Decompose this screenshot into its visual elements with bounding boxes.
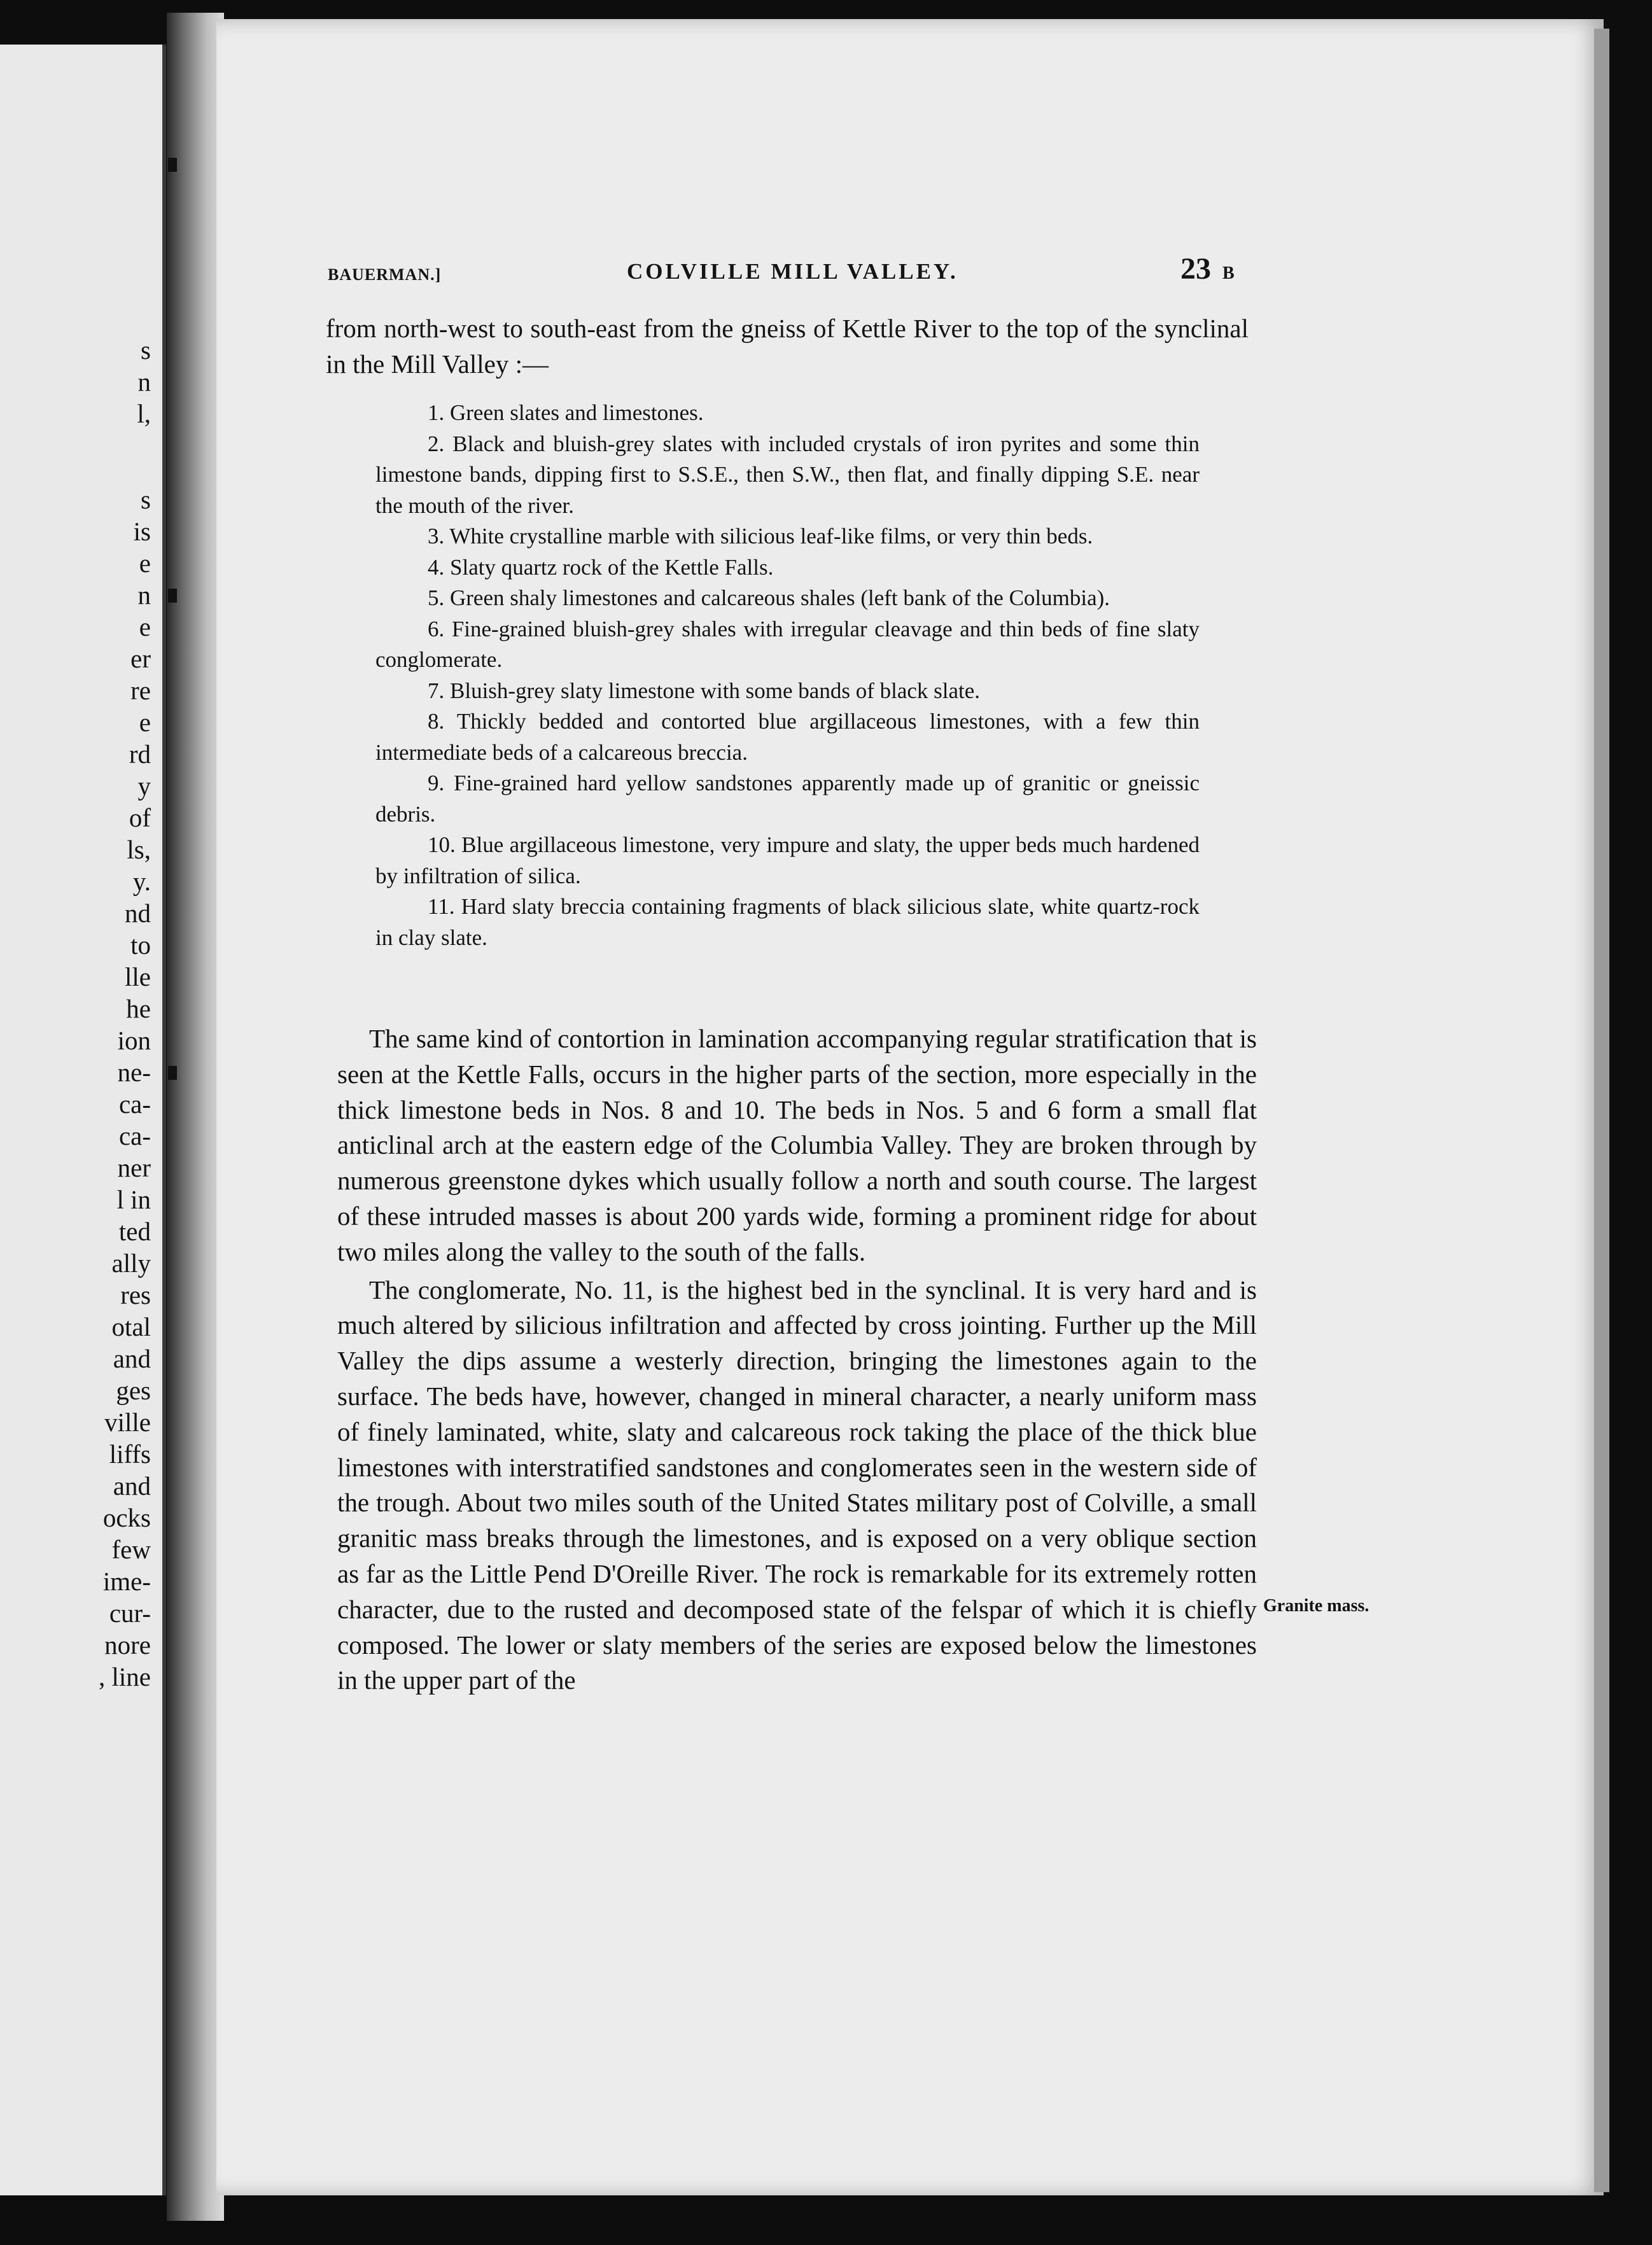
list-item: 5. Green shaly limestones and calcareous shales (left bank of the Columbia). [428,585,1110,610]
fragment-line: ocks [102,1503,151,1532]
fragment-line: s [141,485,151,514]
list-item: 6. Fine-grained bluish-grey shales with irregular cleavage and thin beds of fine slaty conglomerate. [375,616,1200,672]
list-item: 11. Hard slaty breccia containing fragments of black silicious slate, white quartz-rock in clay slate. [375,894,1200,950]
list-item: 1. Green slates and limestones. [428,400,704,425]
fragment-line: ner [117,1153,151,1182]
binding-mark [168,158,177,172]
fragment-line: nd [125,899,151,928]
fragment-line: n [137,580,151,610]
fragment-line: cur- [109,1598,151,1628]
page-number: 23 [1180,252,1211,286]
header-author: BAUERMAN.] [328,265,442,284]
fragment-line: e [139,549,151,578]
fragment-line: l, [137,399,151,428]
fragment-line: ges [116,1376,151,1405]
binding-mark [168,1066,177,1080]
header-page-number [1180,251,1235,286]
fragment-line: of [129,803,151,832]
facing-page-fragment [0,45,166,2195]
paragraph: The same kind of contortion in lamination accompanying regular stratification that is seen at the Kettle Falls, occurs in the higher parts of the section, more especially in the thick limestone beds in Nos. 8 and 10. The beds in Nos. 5 and 6 form a small flat anticlinal arch at the eastern edge of the Columbia Valley. They are broken through by numerous greenstone dykes which usually follow a north and south course. The largest of these intruded masses is about 200 yards wide, forming a prominent ridge for about two miles along the valley to the south of the falls. [337,1024,1257,1266]
fragment-line: er [130,644,151,673]
fragment-line: ally [111,1248,151,1278]
fragment-line: he [126,994,151,1023]
list-item: 8. Thickly bedded and contorted blue argillaceous limestones, with a few thin intermediate beds of a calcareous breccia. [375,709,1200,765]
fragment-line: ca- [118,1121,151,1150]
paragraph: The conglomerate, No. 11, is the highest bed in the synclinal. It is very hard and is much altered by silicious infiltration and affected by cross jointing. Further up the Mill Valley the dips assume a westerly direction, bringing the limestones again to the surface. The beds have, however, changed in mineral character, a nearly uniform mass of finely laminated, white, slaty and calcareous rock taking the place of the thick blue limestones with interstratified sandstones and conglomerates seen in the western side of the trough. About two miles south of the United States military post of Colville, a small granitic mass breaks through the limestones, and is exposed on a very oblique section as far as the Little Pend D'Oreille River. The rock is remarkable for its extremely rotten character, due to the rusted and decomposed state of the felspar of which it is chiefly composed. The lower or slaty members of the series are exposed below the limestones in the upper part of the [337,1275,1257,1695]
fragment-line: lle [125,962,151,991]
fragment-line: y. [132,867,151,896]
fragment-line: ls, [127,835,151,864]
intro-text: from north-west to south-east from the gneiss of Kettle River to the top of the synclinal in the Mill Valley :— [326,314,1249,379]
running-header [0,251,1652,290]
binding-mark [168,589,177,603]
page-edge [1594,29,1609,2192]
fragment-line: l in [116,1185,151,1214]
fragment-line: ne- [117,1058,151,1087]
fragment-line: , line [99,1662,151,1691]
fragment-line: few [111,1535,151,1564]
fragment-line: and [113,1471,151,1500]
fragment-line: liffs [109,1439,151,1469]
fragment-line: ville [104,1408,151,1437]
page-suffix: B [1222,263,1235,283]
fragment-line: nore [104,1630,151,1660]
fragment-line: e [139,708,151,737]
fragment-line: and [113,1344,151,1373]
fragment-line: rd [129,739,151,769]
list-item: 2. Black and bluish-grey slates with included crystals of iron pyrites and some thin limestone bands, dipping first to S.S.E., then S.W., then flat, and finally dipping S.E. near the mouth of the river. [375,431,1200,518]
fragment-line: ime- [102,1567,151,1596]
list-item: 3. White crystalline marble with silicious leaf-like films, or very thin beds. [428,524,1093,549]
margin-note: Granite mass. [1263,1596,1369,1616]
header-title: COLVILLE MILL VALLEY. [627,259,958,284]
fragment-line: e [139,612,151,641]
fragment-line: ca- [118,1089,151,1119]
list-item: 10. Blue argillaceous limestone, very impure and slaty, the upper beds much hardened by infiltration of silica. [375,832,1200,888]
list-item: 7. Bluish-grey slaty limestone with some bands of black slate. [428,678,981,703]
fragment-line: n [137,367,151,396]
fragment-line: is [133,517,151,546]
book-gutter [167,13,224,2221]
body-text [337,1021,1257,1698]
list-item: 9. Fine-grained hard yellow sandstones apparently made up of granitic or gneissic debris. [375,771,1200,827]
fragment-line: otal [111,1312,151,1341]
section-list [375,398,1200,953]
fragment-line: y [137,771,151,801]
fragment-line: res [120,1280,151,1310]
fragment-line: ted [118,1217,151,1246]
fragment-line: to [130,930,151,960]
fragment-line: re [130,676,151,705]
fragment-line: s [141,335,151,365]
list-item: 4. Slaty quartz rock of the Kettle Falls. [428,554,774,580]
fragment-line: ion [117,1026,151,1055]
